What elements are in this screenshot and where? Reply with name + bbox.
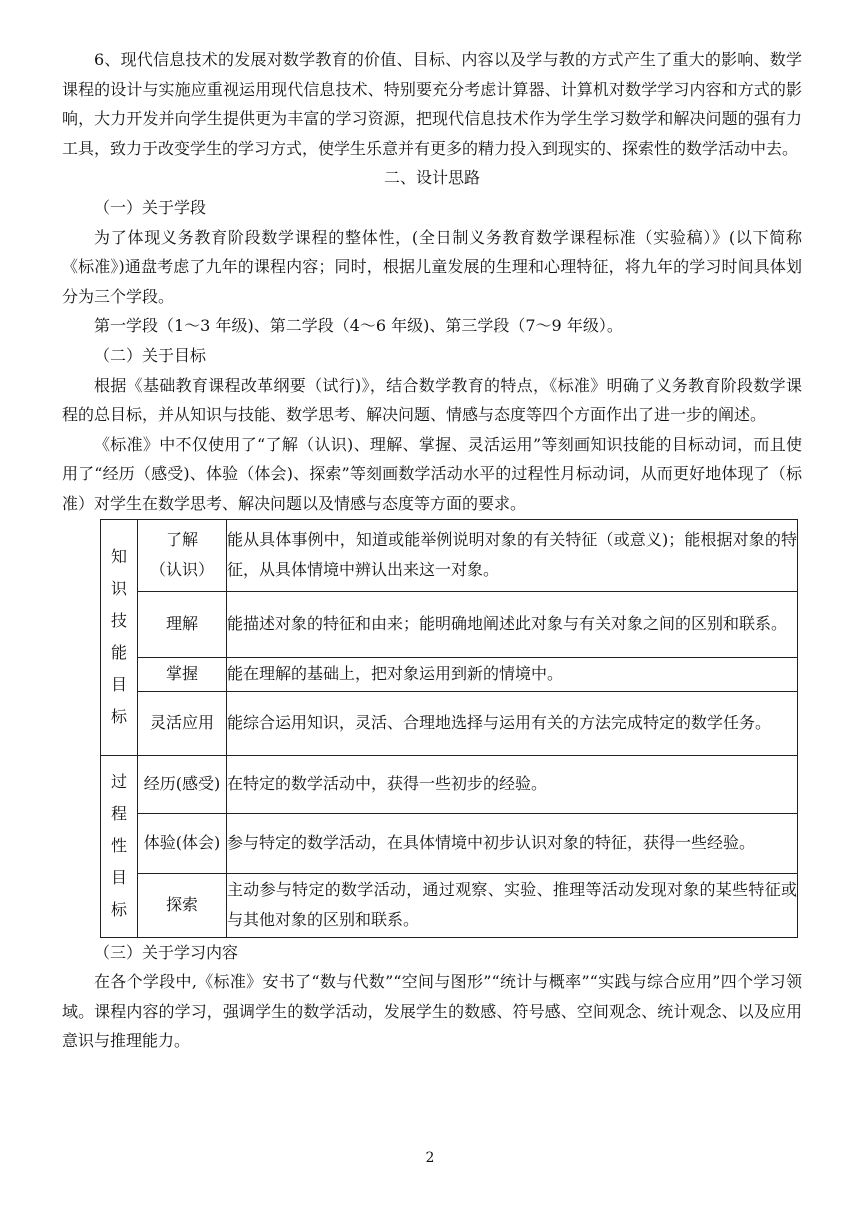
table-row xyxy=(101,755,798,813)
group-char: 标 xyxy=(110,707,127,726)
group-char: 知 xyxy=(110,547,127,566)
subheading-stages: （一）关于学段 xyxy=(94,197,207,217)
level-cell xyxy=(138,519,227,591)
level-cell: 灵活应用 xyxy=(138,691,227,755)
paragraph-goals: 根据《基础教育课程改革纲要（试行)》，结合数学教育的特点，《标准》明确了义务教育阶段数学课程的总目标，并从知识与技能、数学思考、解决问题、情感与态度等四个方面作出了进一步的阐述。 xyxy=(62,375,802,425)
description-cell: 在特定的数学活动中，获得一些初步的经验。 xyxy=(227,755,798,813)
goals-table xyxy=(100,519,798,938)
description-cell: 能在理解的基础上，把对象运用到新的情境中。 xyxy=(227,657,798,691)
level-cell: 掌握 xyxy=(138,657,227,691)
group-knowledge-skills xyxy=(101,519,138,755)
paragraph-verbs: 《标准》中不仅使用了“了解（认识)、理解、掌握、灵活运用”等刻画知识技能的目标动词，而且使用了“经历（感受)、体验（体会)、探索”等刻画数学活动水平的过程性月标动词，从而更好地体现了（标准）对学生在数学思考、解决问题以及情感与态度等方面的要求。 xyxy=(62,434,802,513)
level-cell: 体验(体会) xyxy=(138,813,227,873)
section-title: 二、设计思路 xyxy=(383,168,480,188)
group-char: 目 xyxy=(110,675,127,694)
paragraph-content: 在各个学段中,《标准》安书了“数与代数”“空间与图形”“统计与概率”“实践与综合应用”四个学习领域。课程内容的学习，强调学生的数学活动，发展学生的数感、符号感、空间观念、统计观念、以及应用意识与推理能力。 xyxy=(62,972,802,1051)
document-page xyxy=(62,45,802,1056)
description-cell: 参与特定的数学活动，在具体情境中初步认识对象的特征，获得一些经验。 xyxy=(227,813,798,873)
description-cell: 主动参与特定的数学活动，通过观察、实验、推理等活动发现对象的某些特征或与其他对象的区别和联系。 xyxy=(227,873,798,937)
level-label-sub: （认识） xyxy=(149,560,214,579)
group-char: 过 xyxy=(110,772,127,791)
level-cell: 理解 xyxy=(138,591,227,657)
page-number: 2 xyxy=(425,1150,435,1166)
paragraph-6: 6、现代信息技术的发展对数学教育的价值、目标、内容以及学与教的方式产生了重大的影响、数学课程的设计与实施应重视运用现代信息技术、特别要充分考虑计算器、计算机对数学学习内容和方式的影响，大力开发并向学生提供更为丰富的学习资源，把现代信息技术作为学生学习数学和解决问题的强有力工具，致力于改变学生的学习方式，使学生乐意并有更多的精力投入到现实的、探索性的数学活动中去。 xyxy=(62,50,802,158)
group-char: 程 xyxy=(110,804,127,823)
group-char: 性 xyxy=(110,836,127,855)
table-row xyxy=(101,591,798,657)
group-char: 识 xyxy=(110,579,127,598)
table-row xyxy=(101,657,798,691)
paragraph-stage-list: 第一学段（1～3 年级)、第二学段（4～6 年级)、第三学段（7～9 年级）。 xyxy=(94,316,623,336)
group-char: 标 xyxy=(110,900,127,919)
group-process xyxy=(101,755,138,937)
group-char: 目 xyxy=(110,868,127,887)
subheading-goals: （二）关于目标 xyxy=(94,345,207,365)
group-char: 能 xyxy=(110,643,127,662)
table-row xyxy=(101,519,798,591)
level-cell: 探索 xyxy=(138,873,227,937)
level-cell: 经历(感受) xyxy=(138,755,227,813)
description-cell: 能综合运用知识，灵活、合理地选择与运用有关的方法完成特定的数学任务。 xyxy=(227,691,798,755)
description-cell: 能从具体事例中，知道或能举例说明对象的有关特征（或意义)；能根据对象的特征，从具体情境中辨认出来这一对象。 xyxy=(227,519,798,591)
paragraph-stages: 为了体现义务教育阶段数学课程的整体性，(全日制义务教育数学课程标准（实验稿）》(以下简称《标准》)通盘考虑了九年的课程内容；同时，根据儿童发展的生理和心理特征，将九年的学习时间具体划分为三个学段。 xyxy=(62,227,802,306)
table-row xyxy=(101,813,798,873)
description-cell: 能描述对象的特征和由来；能明确地阐述此对象与有关对象之间的区别和联系。 xyxy=(227,591,798,657)
table-row xyxy=(101,691,798,755)
group-char: 技 xyxy=(110,611,127,630)
subheading-content: （三）关于学习内容 xyxy=(94,942,239,962)
level-label: 了解 xyxy=(165,530,198,549)
table-row xyxy=(101,873,798,937)
